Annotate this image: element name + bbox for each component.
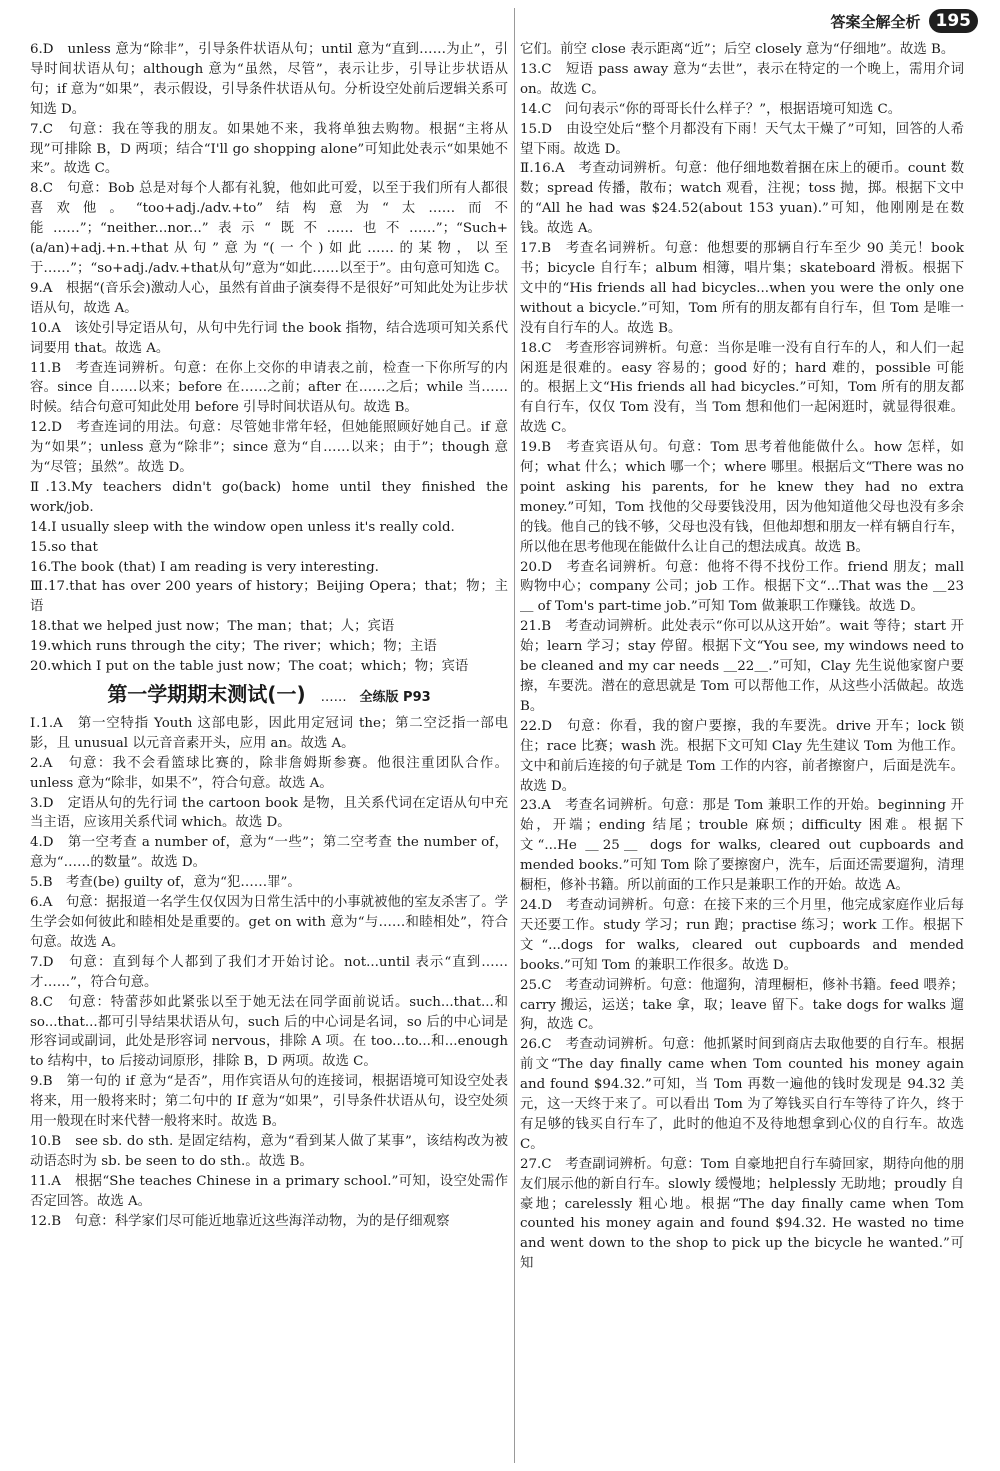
answer-entry: 9.B 第一句的 if 意为“是否”，用作宾语从句的连接词，根据语境可知设空处表将来，用一般将来时；第二句中的 If 意为“如果”，引导条件状语从句，设空处须用一般现在时来代替一般将来时。故选 B。 <box>30 1074 508 1130</box>
left-column <box>30 40 508 1231</box>
section-heading <box>30 682 508 708</box>
answer-entry: 8.C 句意：特蕾莎如此紧张以至于她无法在同学面前说话。such...that...和 so...that...都可引导结果状语从句，such 后的中心词是名词，so 后的中心词是形容词或副词，此处是形容词 nervous，排除 A 项。在 too...to...和...enough to 结构中，to 后接动词原形，排除 B，D 两项。故选 C。 <box>30 994 508 1070</box>
answer-entry: 6.A 句意：据报道一名学生仅仅因为日常生活中的小事就被他的室友杀害了。学生学会如何彼此和睦相处是重要的。get on with 意为“与……和睦相处”，符合句意。故选 A。 <box>30 895 508 950</box>
answer-entry: 25.C 考查动词辨析。句意：他遛狗，清理橱柜，修补书籍。feed 喂养；carry 搬运，运送；take 拿，取；leave 留下。take dogs for walks 遛狗，故选 C。 <box>520 977 964 1033</box>
left-column-top <box>30 40 508 677</box>
answer-entry: 7.D 句意：直到每个人都到了我们才开始讨论。not...until 表示“直到……才……”，符合句意。 <box>30 954 508 990</box>
answer-entry: Ⅲ.17.that has over 200 years of history；Beijing Opera；that；物；主语 <box>30 579 508 615</box>
answer-entry: 18.that we helped just now；The man；that；人；宾语 <box>30 619 395 635</box>
answer-entry: 6.D unless 意为“除非”，引导条件状语从句；until 意为“直到……为止”，引导时间状语从句；although 意为“虽然，尽管”，表示让步，引导让步状语从句；if 意为“如果”，表示假设，引导条件状语从句。分析设空处前后逻辑关系可知选 D。 <box>30 42 508 117</box>
answer-entry: 15.so that <box>30 539 98 555</box>
answer-entry: 2.A 句意：我不会看篮球比赛的，除非詹姆斯参赛。他很注重团队合作。unless 意为“除非，如果不”，符合句意。故选 A。 <box>30 755 508 791</box>
right-column-list <box>520 40 964 1274</box>
right-column <box>520 40 964 1274</box>
answer-entry: 16.The book (that) I am reading is very interesting. <box>30 559 379 575</box>
section-dots: …… <box>320 690 347 705</box>
answer-entry: Ⅱ.16.A 考查动词辨析。句意：他仔细地数着捆在床上的硬币。count 数数；spread 传播，散布；watch 观看，注视；toss 抛，掷。根据下文中的“All he had was $24.52(about 153 yuan).”可知，他刚刚是在数钱。故选 A。 <box>520 161 964 237</box>
answer-entry: 5.B 考查(be) guilty of，意为“犯……罪”。 <box>30 875 301 891</box>
page-number: 195 <box>929 9 979 33</box>
answer-entry: 20.D 考查名词辨析。句意：他将不得不找份工作。friend 朋友；mall 购物中心；company 公司；job 工作。根据下文“...That was the ＿23＿ of Tom's part-time job.”可知 Tom 做兼职工作赚钱。故选 D。 <box>520 559 964 615</box>
section-tag: 全练版 P93 <box>359 690 431 705</box>
answer-entry: 7.C 句意：我在等我的朋友。如果她不来，我将单独去购物。根据“主将从现”可排除 B，D 两项；结合“I'll go shopping alone”可知此处表示“如果她不来”。故选 C。 <box>30 121 508 177</box>
answer-entry: 17.B 考查名词辨析。句意：他想要的那辆自行车至少 90 美元！book 书；bicycle 自行车；album 相簿，唱片集；skateboard 滑板。根据下文中的“His friends all had bicycles...when you were the only one without a bicycle.”可知，Tom 所有的朋友都有自行车，但 Tom 是唯一没有自行车的人。故选 B。 <box>520 241 964 336</box>
answer-entry: 12.D 考查连词的用法。句意：尽管她非常年轻，但她能照顾好她自己。if 意为“如果”；unless 意为“除非”；since 意为“自……以来；由于”；though 意为“尽管；虽然”。故选 D。 <box>30 420 508 476</box>
answer-entry: 18.C 考查形容词辨析。句意：当你是唯一没有自行车的人，和人们一起闲逛是很难的。easy 容易的；good 好的；hard 难的，possible 可能的。根据上文“His friends all had bicycles.”可知，Tom 所有的朋友都有自行车，仅仅 Tom 没有，当 Tom 想和他们一起闲逛时，就显得很难。故选 C。 <box>520 340 964 436</box>
answer-entry: 13.C 短语 pass away 意为“去世”，表示在特定的一个晚上，需用介词 on。故选 C。 <box>520 61 964 97</box>
answer-entry: 15.D 由设空处后“整个月都没有下雨！天气太干燥了”可知，回答的人希望下雨。故选 D。 <box>520 121 964 157</box>
answer-entry: 24.D 考查动词辨析。句意：在接下来的三个月里，他完成家庭作业后每天还要工作。study 学习；run 跑；practise 练习；work 工作。根据下文“...dogs for walks, cleared out cupboards and mended books.”可知 Tom 的兼职工作很多。故选 D。 <box>520 897 964 973</box>
answer-entry: 8.C 句意：Bob 总是对每个人都有礼貌，他如此可爱，以至于我们所有人都很喜欢他。“too+adj./adv.+to”结构意为“太……而不能……”；“neither...nor...”表示“既不……也不……”；“Such+(a/an)+adj.+n.+that从句”意为“(一个)如此……的某物，以至于……”；“so+adj./adv.+that从句”意为“如此……以至于”。由句意可知选 C。 <box>30 181 508 276</box>
answer-entry: Ⅰ.1.A 第一空特指 Youth 这部电影，因此用定冠词 the；第二空泛指一部电影，且 unusual 以元音音素开头，应用 an。故选 A。 <box>30 715 508 751</box>
answer-entry: 26.C 考查动词辨析。句意：他抓紧时间到商店去取他要的自行车。根据前文“The day finally came when Tom counted his money again and found $94.32.”可知，当 Tom 再数一遍他的钱时发现是 94.32 美元，这一天终于来了。可以看出 Tom 为了筹钱买自行车等待了许久，终于有足够的钱买自行车了，此时的他迫不及待地想拿到心仪的自行车。故选 C。 <box>520 1037 964 1152</box>
answer-entry: 12.B 句意：科学家们尽可能近地靠近这些海洋动物，为的是仔细观察 <box>30 1213 450 1229</box>
answer-entry: 4.D 第一空考查 a number of，意为“一些”；第二空考查 the number of，意为“……的数量”。故选 D。 <box>30 835 508 871</box>
answer-entry: 21.B 考查动词辨析。此处表示“你可以从这开始”。wait 等待；start 开始；learn 学习；stay 停留。根据下文“You see, my windows need to be cleaned and my car needs ＿22＿.”可知，Clay 先生说他家窗户要擦，车要洗。潜在的意思就是 Tom 可以帮他工作，从这些小活做起。故选 B。 <box>520 619 964 714</box>
answer-entry: 19.which runs through the city；The river；which；物；主语 <box>30 639 437 655</box>
answer-entry: 它们。前空 close 表示距离“近”；后空 closely 意为“仔细地”。故选 B。 <box>520 42 955 57</box>
answer-entry: 27.C 考查副词辨析。句意：Tom 自豪地把自行车骑回家，期待向他的朋友们展示他的新自行车。slowly 缓慢地；helplessly 无助地；proudly 自豪地；carelessly 粗心地。根据“The day finally came when Tom counted his money again and found $94.32. He wasted no time and went down to the shop to pick up the bicycle he wanted.”可知 <box>520 1156 964 1272</box>
answer-entry: 11.A 根据“She teaches Chinese in a primary school.”可知，设空处需作否定回答。故选 A。 <box>30 1173 508 1209</box>
answer-entry: 22.D 句意：你看，我的窗户要擦，我的车要洗。drive 开车；lock 锁住；race 比赛；wash 洗。根据下文可知 Clay 先生建议 Tom 为他工作。文中和前后连接的句子就是 Tom 工作的内容，前者擦窗户，后面是洗车。故选 D。 <box>520 718 964 794</box>
header-title: 答案全解全析 <box>830 12 921 31</box>
answer-entry: 10.B see sb. do sth. 是固定结构，意为“看到某人做了某事”，该结构改为被动语态时为 sb. be seen to do sth.。故选 B。 <box>30 1133 508 1169</box>
answer-entry: Ⅱ.13.My teachers didn't go(back) home until they finished the work/job. <box>30 479 508 515</box>
answer-entry: 9.A 根据“(音乐会)激动人心，虽然有首曲子演奏得不是很好”可知此处为让步状语从句，故选 A。 <box>30 280 508 316</box>
column-divider <box>514 8 515 1463</box>
answer-entry: 11.B 考查连词辨析。句意：在你上交你的申请表之前，检查一下你所写的内容。since 自……以来；before 在……之前；after 在……之后；while 当……时候。结合句意可知此处用 before 引导时间状语从句。故选 B。 <box>30 360 508 416</box>
answer-entry: 20.which I put on the table just now；The coat；which；物；宾语 <box>30 659 469 675</box>
answer-entry: 3.D 定语从句的先行词 the cartoon book 是物，且关系代词在定语从句中充当主语，应该用关系代词 which。故选 D。 <box>30 795 508 831</box>
left-column-bottom <box>30 714 508 1232</box>
answer-entry: 10.A 该处引导定语从句，从句中先行词 the book 指物，结合选项可知关系代词要用 that。故选 A。 <box>30 320 508 356</box>
answer-entry: 23.A 考查名词辨析。句意：那是 Tom 兼职工作的开始。beginning 开始，开端；ending 结尾；trouble 麻烦；difficulty 困难。根据下文“...He ＿25＿ dogs for walks, cleared out cupboards and mended books.”可知 Tom 除了要擦窗户，洗车，后面还需要遛狗，清理橱柜，修补书籍。所以前面的工作只是兼职工作的开始。故选 A。 <box>520 798 964 894</box>
answer-entry: 14.I usually sleep with the window open unless it's really cold. <box>30 519 455 535</box>
section-title: 第一学期期末测试(一) <box>107 682 306 706</box>
page-header <box>830 8 978 34</box>
answer-entry: 14.C 问句表示“你的哥哥长什么样子？”，根据语境可知选 C。 <box>520 101 902 117</box>
answer-entry: 19.B 考查宾语从句。句意：Tom 思考着他能做什么。how 怎样，如何；what 什么；which 哪一个；where 哪里。根据后文“There was no point asking his parents, for he knew they had no extra money.”可知，Tom 找他的父母要钱没用，因为他知道他父母也没有多余的钱。他自己的钱不够，父母也没有钱，但他却想和朋友一样有辆自行车，所以他在思考他现在能做什么让自己的想法成真。故选 B。 <box>520 440 964 555</box>
